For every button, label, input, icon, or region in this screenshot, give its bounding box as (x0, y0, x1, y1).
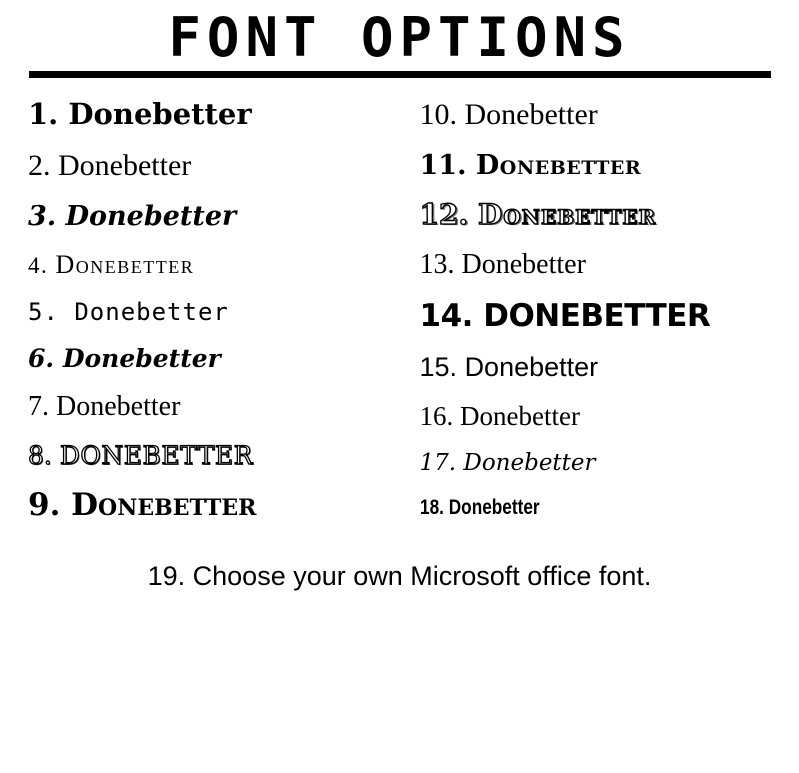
item-label: Donebetter (463, 449, 596, 476)
item-label: Donebetter (74, 297, 229, 326)
list-item (419, 400, 782, 431)
item-number: 12. (419, 197, 469, 231)
item-label: Donebetter (448, 495, 540, 519)
item-label: Donebetter (55, 249, 195, 279)
footer-note: 19. Choose your own Microsoft office font. (147, 560, 652, 591)
list-item (28, 486, 400, 523)
item-label: DONEBETTER (483, 297, 711, 334)
item-number: 13. (419, 248, 455, 280)
list-item (420, 497, 540, 518)
list-item (419, 149, 782, 181)
list-item (419, 351, 782, 382)
list-item (28, 297, 400, 326)
item-number: 11. (419, 149, 467, 181)
list-item (419, 197, 782, 231)
list-item (419, 97, 782, 131)
item-number: 15. (419, 351, 458, 382)
list-item (419, 248, 782, 280)
item-number: 4. (28, 252, 49, 278)
font-list-left-column (18, 96, 400, 543)
item-number: 5. (28, 297, 59, 326)
item-label: Donebetter (56, 390, 181, 422)
list-item (28, 440, 400, 470)
item-number: 18. (419, 495, 444, 519)
item-number: 17. (419, 449, 457, 476)
title-block (0, 0, 799, 78)
item-number: 9. (28, 486, 61, 523)
item-label: Donebetter (58, 148, 192, 182)
item-number: 8. (28, 440, 52, 470)
list-item (419, 297, 782, 334)
item-number: 1. (28, 96, 59, 131)
item-label: Donebetter (68, 96, 252, 131)
list-item (28, 200, 400, 232)
list-item (28, 343, 400, 373)
item-label: Donebetter (62, 343, 221, 373)
item-label: Donebetter (464, 97, 598, 131)
item-number: 7. (28, 390, 49, 422)
item-number: 3. (28, 200, 57, 232)
item-number: 10. (419, 97, 457, 131)
item-number: 2. (28, 148, 51, 182)
item-label: Donebetter (475, 149, 642, 181)
item-number: 16. (419, 400, 454, 431)
font-list-columns (0, 96, 799, 543)
page-title: FONT OPTIONS (168, 6, 631, 69)
footer-note-block (0, 561, 799, 592)
font-list-right-column (400, 97, 782, 543)
list-item (28, 96, 400, 131)
list-item (28, 148, 400, 182)
item-label: Donebetter (460, 400, 580, 431)
item-label: Donebetter (65, 200, 237, 232)
item-label: DONEBETTER (59, 440, 253, 470)
item-label: Donebetter (464, 351, 599, 382)
item-label: Donebetter (461, 248, 586, 280)
item-label: Donebetter (71, 486, 257, 523)
list-item (28, 390, 400, 422)
item-label: Donebetter (477, 197, 657, 231)
item-number: 6. (28, 343, 55, 373)
list-item (28, 249, 400, 279)
item-number: 14. (419, 297, 473, 334)
list-item (419, 449, 782, 476)
title-underline (29, 71, 771, 78)
